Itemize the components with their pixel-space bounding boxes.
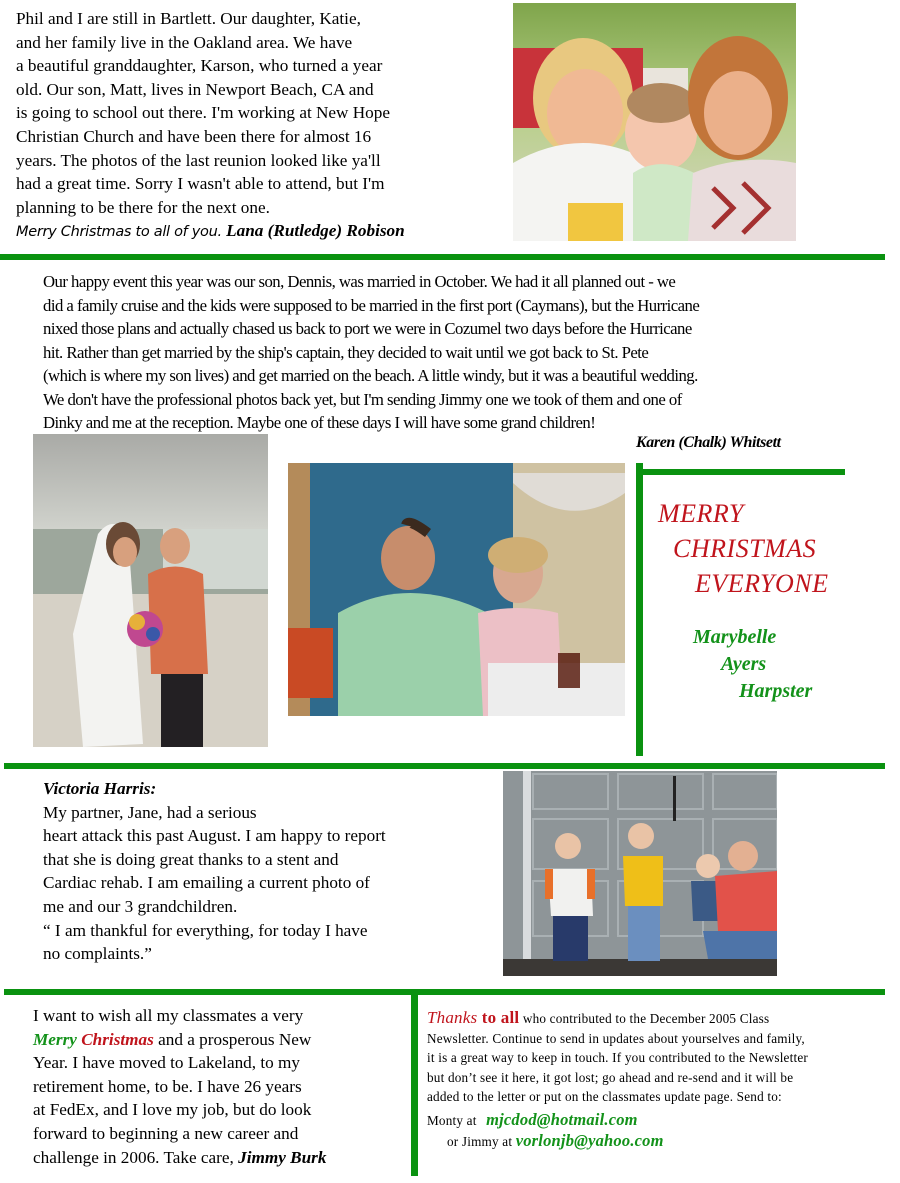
to-all-word: to all (477, 1008, 520, 1027)
lana-family-photo (513, 3, 796, 241)
jimmy-line: I want to wish all my classmates a very (33, 1006, 304, 1025)
thanks-line: it is a great way to keep in touch. If you contributed to the Newsletter (427, 1050, 808, 1065)
karen-line: We don't have the professional photos back yet, but I'm sending Jimmy one we took of them and one of (43, 389, 682, 409)
karen-line: Dinky and me at the reception. Maybe one of these days I will have some grand children! (43, 413, 596, 432)
victoria-letter (43, 777, 386, 966)
jimmy-line: Year. I have moved to Lakeland, to my (33, 1053, 300, 1073)
jimmy-signature: Jimmy Burk (238, 1147, 327, 1167)
signature-line: Marybelle (693, 626, 777, 648)
reception-photo (288, 463, 625, 716)
karen-line: (which is where my son lives) and get married on the beach. A little windy, but it was a beautiful wedding. (43, 366, 698, 385)
lana-signature: Lana (Rutledge) Robison (226, 221, 405, 241)
thanks-line-rest: who contributed to the December 2005 Class (519, 1011, 770, 1026)
contact-line (427, 1131, 808, 1152)
lana-line: had a great time. Sorry I wasn't able to attend, but I'm (16, 174, 385, 194)
jimmy-line: at FedEx, and I love my job, but do look (33, 1100, 312, 1120)
section-divider (0, 254, 885, 260)
lana-closing-line (16, 219, 405, 245)
thanks-note (427, 1008, 808, 1152)
section-divider (4, 989, 885, 995)
signature-line: Harpster (739, 680, 813, 702)
jimmy-letter (33, 1004, 326, 1169)
karen-letter (43, 270, 699, 435)
victoria-line: “ I am thankful for everything, for today I have (43, 920, 368, 940)
karen-line: Our happy event this year was our son, Dennis, was married in October. We had it all planned out - we (43, 272, 676, 291)
monty-label: Monty at (427, 1112, 481, 1128)
victoria-line: me and our 3 grandchildren. (43, 896, 238, 916)
lana-line: years. The photos of the last reunion looked like ya'll (16, 150, 381, 170)
jimmy-label: or Jimmy at (447, 1134, 516, 1149)
lana-line: old. Our son, Matt, lives in Newport Beach, CA and (16, 79, 374, 99)
lana-line: is going to school out there. I'm working at New Hope (16, 103, 390, 123)
jimmy-line-rest: and a prosperous New (153, 1029, 312, 1049)
jimmy-line (33, 1146, 326, 1170)
christmas-word: Christmas (81, 1029, 154, 1049)
merry-word: Merry (33, 1029, 77, 1049)
jimmy-line: retirement home, to be. I have 26 years (33, 1076, 302, 1096)
marybelle-box-left-border (636, 463, 643, 756)
jimmy-email-link[interactable]: vorlonjb@yahoo.com (515, 1131, 664, 1150)
karen-line: hit. Rather than get married by the ship's captain, they decided to wait until we got back to St. Pete (43, 342, 649, 362)
signature-line: Ayers (721, 653, 767, 675)
christmas-greeting (658, 496, 829, 601)
lana-line: and her family live in the Oakland area. We have (16, 32, 353, 52)
victoria-line: that she is doing great thanks to a stent and (43, 849, 339, 869)
victoria-line: Cardiac rehab. I am emailing a current photo of (43, 873, 370, 893)
marybelle-box-top-border (643, 469, 845, 475)
greeting-line: MERRY (658, 499, 744, 528)
lana-line: Christian Church and have been there for almost 16 (16, 126, 372, 146)
thanks-line: but don’t see it here, it got lost; go ahead and re-send and it will be (427, 1069, 794, 1085)
thanks-word: Thanks (427, 1008, 478, 1027)
greeting-line: EVERYONE (695, 569, 829, 598)
lana-letter (16, 7, 405, 245)
victoria-line: heart attack this past August. I am happy to report (43, 826, 386, 846)
karen-line: nixed those plans and actually chased us back to port we were in Cozumel two days before the Hurricane (43, 319, 692, 338)
contact-line (427, 1110, 808, 1131)
column-divider (411, 994, 418, 1176)
marybelle-signature (693, 624, 812, 705)
lana-line: Phil and I are still in Bartlett. Our daughter, Katie, (16, 9, 361, 28)
lana-line: a beautiful granddaughter, Karson, who turned a year (16, 56, 383, 76)
thanks-line: added to the letter or put on the classmates update page. Send to: (427, 1089, 782, 1104)
section-divider (4, 763, 885, 769)
lana-line: planning to be there for the next one. (16, 197, 270, 217)
thanks-line (427, 1008, 808, 1029)
lana-closing: Merry Christmas to all of you. (16, 224, 222, 241)
grandchildren-photo (503, 771, 777, 976)
monty-email-link[interactable]: mjcdod@hotmail.com (486, 1109, 638, 1129)
karen-signature: Karen (Chalk) Whitsett (636, 434, 781, 451)
jimmy-last-line: challenge in 2006. Take care, (33, 1147, 239, 1167)
greeting-line: CHRISTMAS (673, 534, 817, 563)
beach-wedding-photo (33, 434, 268, 747)
victoria-line: no complaints.” (43, 944, 152, 964)
jimmy-line: forward to beginning a new career and (33, 1123, 299, 1143)
karen-line: did a family cruise and the kids were supposed to be married in the first port (Caymans), but the Hurricane (43, 295, 700, 315)
victoria-line: My partner, Jane, had a serious (43, 802, 257, 822)
thanks-line: Newsletter. Continue to send in updates about yourselves and family, (427, 1030, 805, 1046)
jimmy-line (33, 1028, 326, 1052)
victoria-heading: Victoria Harris: (43, 779, 157, 798)
